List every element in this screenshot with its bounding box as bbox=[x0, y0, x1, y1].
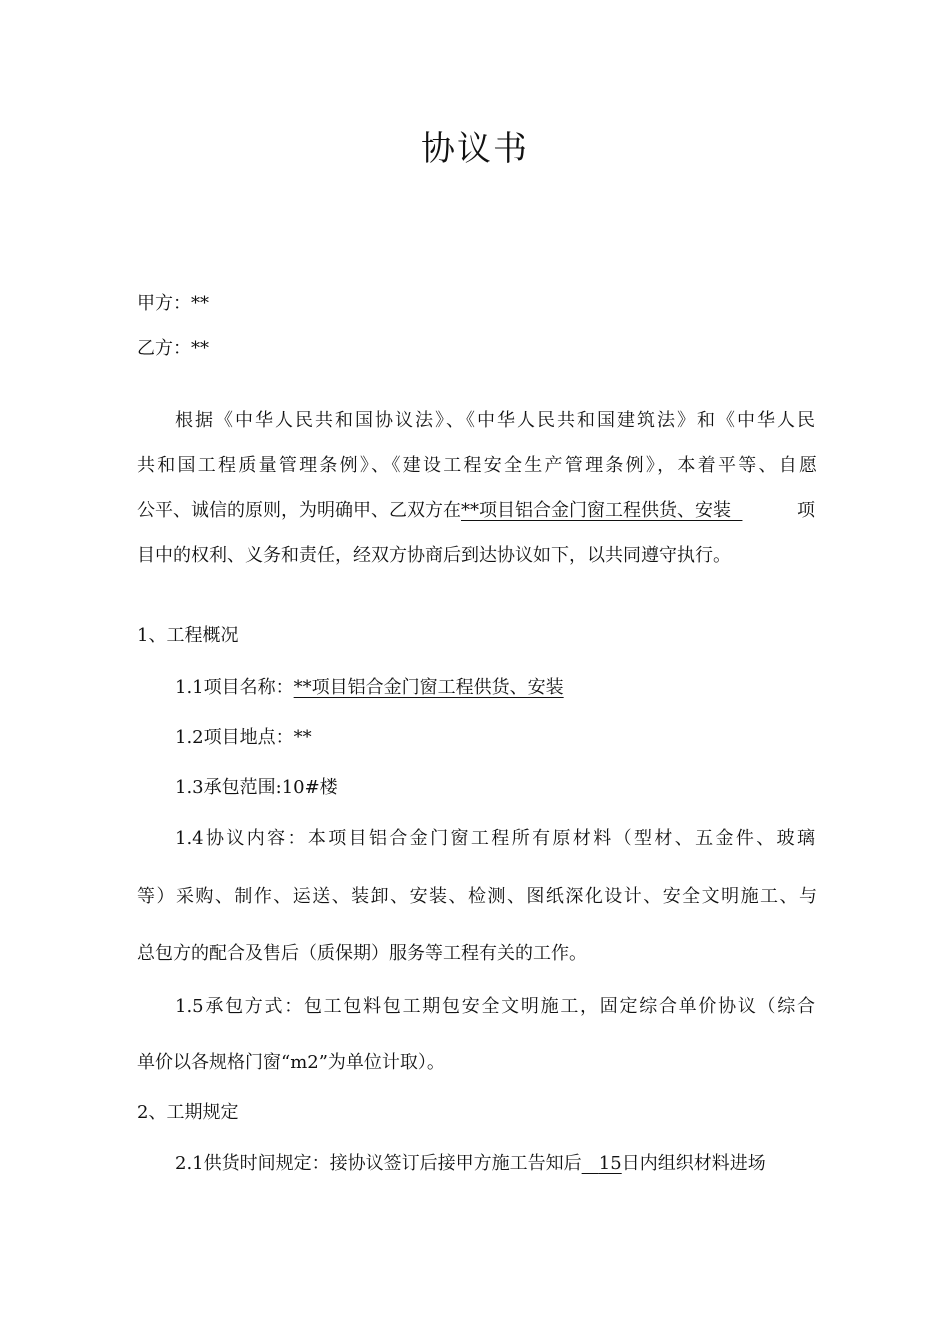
intro-line-4: 目中的权利、义务和责任，经双方协商后到达协议如下，以共同遵守执行。 bbox=[137, 545, 731, 566]
intro-line-1: 根据《中华人民共和国协议法》、《中华人民共和国建筑法》和《中华人民 bbox=[175, 410, 815, 431]
item-1-5-line-1: 1.5承包方式：包工包料包工期包安全文明施工，固定综合单价协议（综合 bbox=[175, 996, 815, 1017]
document-title: 协议书 bbox=[421, 129, 529, 169]
project-name-underlined: **项目铝合金门窗工程供货、安装 bbox=[461, 500, 731, 521]
intro-line-2: 共和国工程质量管理条例》、《建设工程安全生产管理条例》，本着平等、自愿 bbox=[137, 455, 817, 476]
item-1-5-line-2: 单价以各规格门窗“m2”为单位计取）。 bbox=[137, 1052, 445, 1073]
item-1-1-value: **项目铝合金门窗工程供货、安装 bbox=[293, 677, 564, 698]
item-2-1-days-value: 15 bbox=[598, 1153, 622, 1174]
item-1-4-line-1: 1.4协议内容：本项目铝合金门窗工程所有原材料（型材、五金件、玻璃 bbox=[175, 828, 815, 849]
party-b: 乙方：** bbox=[137, 338, 209, 359]
item-1-4-line-2: 等）采购、制作、运送、装卸、安装、检测、图纸深化设计、安全文明施工、与 bbox=[137, 886, 817, 907]
item-1-1 bbox=[175, 674, 815, 702]
underline-gap bbox=[731, 500, 742, 521]
party-a: 甲方：** bbox=[137, 293, 209, 314]
item-2-1-prefix: 2.1供货时间规定：接协议签订后接甲方施工告知后 bbox=[175, 1153, 582, 1174]
intro-line-3-prefix: 公平、诚信的原则，为明确甲、乙双方在 bbox=[137, 500, 461, 521]
item-1-3: 1.3承包范围:10#楼 bbox=[175, 777, 338, 798]
section-2-heading: 2、工期规定 bbox=[137, 1102, 239, 1123]
item-2-1-suffix: 日内组织材料进场 bbox=[621, 1153, 766, 1174]
item-2-1 bbox=[175, 1150, 815, 1178]
item-2-1-days bbox=[582, 1153, 622, 1174]
intro-line-3 bbox=[137, 497, 817, 525]
item-1-4-line-3: 总包方的配合及售后（质保期）服务等工程有关的工作。 bbox=[137, 943, 587, 964]
section-1-heading: 1、工程概况 bbox=[137, 625, 239, 646]
item-1-1-label: 1.1项目名称： bbox=[175, 677, 294, 698]
item-1-2: 1.2项目地点：** bbox=[175, 727, 312, 748]
intro-line-3-suffix: 项 bbox=[797, 500, 815, 521]
